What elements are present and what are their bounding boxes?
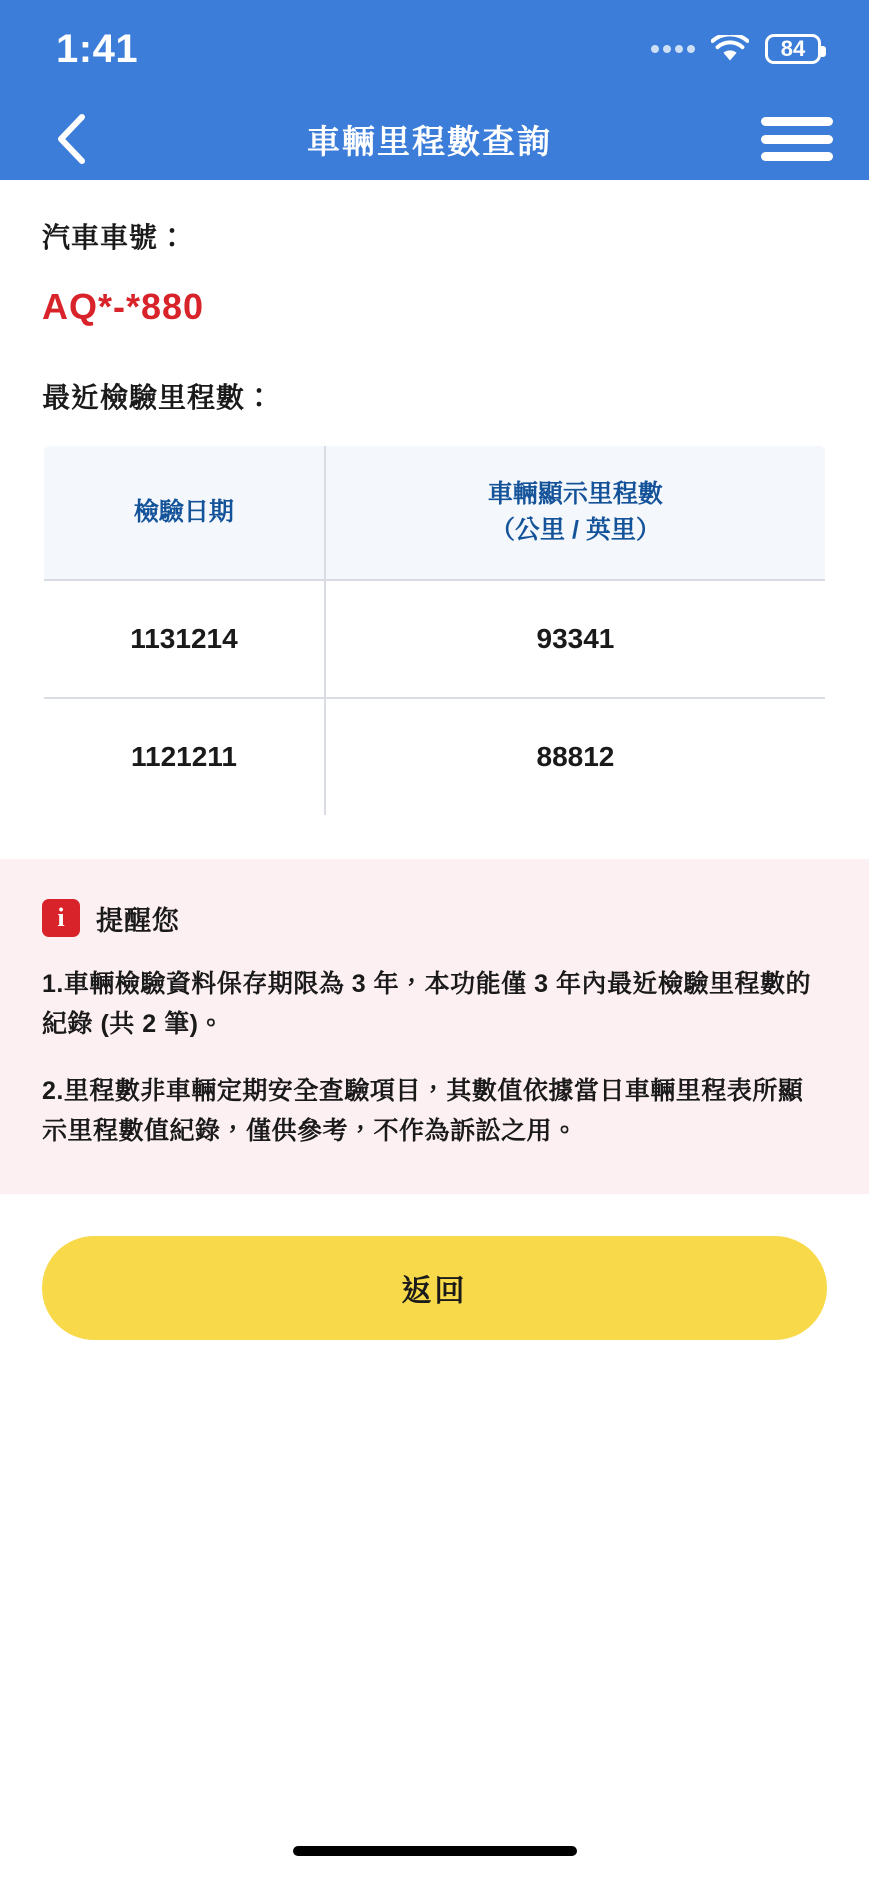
footer-actions xyxy=(42,1194,827,1340)
home-indicator[interactable] xyxy=(293,1846,577,1856)
notice-header xyxy=(42,899,827,938)
status-time: 1:41 xyxy=(56,27,139,71)
wifi-icon xyxy=(711,35,749,63)
battery-icon xyxy=(765,34,821,64)
status-indicators xyxy=(651,34,821,64)
mileage-section-label: 最近檢驗里程數： xyxy=(42,382,275,413)
main-content xyxy=(0,180,869,1882)
battery-level: 84 xyxy=(780,36,806,61)
mileage-table xyxy=(42,444,827,817)
cell-inspection-date: 1131214 xyxy=(43,580,325,698)
cell-mileage-value: 88812 xyxy=(325,698,826,816)
info-icon: i xyxy=(42,899,80,937)
table-row xyxy=(43,698,826,816)
notice-panel xyxy=(0,859,869,1194)
cell-inspection-date: 1121211 xyxy=(43,698,325,816)
hamburger-menu-icon[interactable] xyxy=(761,111,833,167)
notice-title: 提醒您 xyxy=(96,905,180,936)
status-bar xyxy=(0,0,869,98)
column-header-date: 檢驗日期 xyxy=(43,445,325,580)
back-button[interactable]: 返回 xyxy=(42,1236,827,1340)
notice-item-1: 1.車輛檢驗資料保存期限為 3 年，本功能僅 3 年內最近檢驗里程數的紀錄 (共 2 筆)。 xyxy=(42,969,811,1038)
nav-bar xyxy=(0,98,869,180)
plate-label: 汽車車號： xyxy=(42,222,188,253)
cell-mileage-value: 93341 xyxy=(325,580,826,698)
plate-number-value: AQ*-*880 xyxy=(42,286,205,327)
table-row xyxy=(43,580,826,698)
column-header-mileage-line2: （公里 / 英里） xyxy=(490,516,661,545)
column-header-mileage xyxy=(325,445,826,580)
notice-item-2: 2.里程數非車輛定期安全查驗項目，其數值依據當日車輛里程表所顯示里程數值紀錄，僅供參考，不作為訴訟之用。 xyxy=(42,1076,804,1145)
signal-dots-icon xyxy=(651,45,695,53)
home-indicator-area xyxy=(0,1846,869,1856)
column-header-mileage-line1-text: 車輛顯示里程數 xyxy=(487,480,663,508)
chevron-left-icon xyxy=(54,112,88,166)
column-header-mileage-line1 xyxy=(334,476,817,512)
table-header-row xyxy=(43,445,826,580)
page-title: 車輛里程數查詢 xyxy=(307,122,552,160)
back-navigation-button[interactable] xyxy=(44,112,98,166)
